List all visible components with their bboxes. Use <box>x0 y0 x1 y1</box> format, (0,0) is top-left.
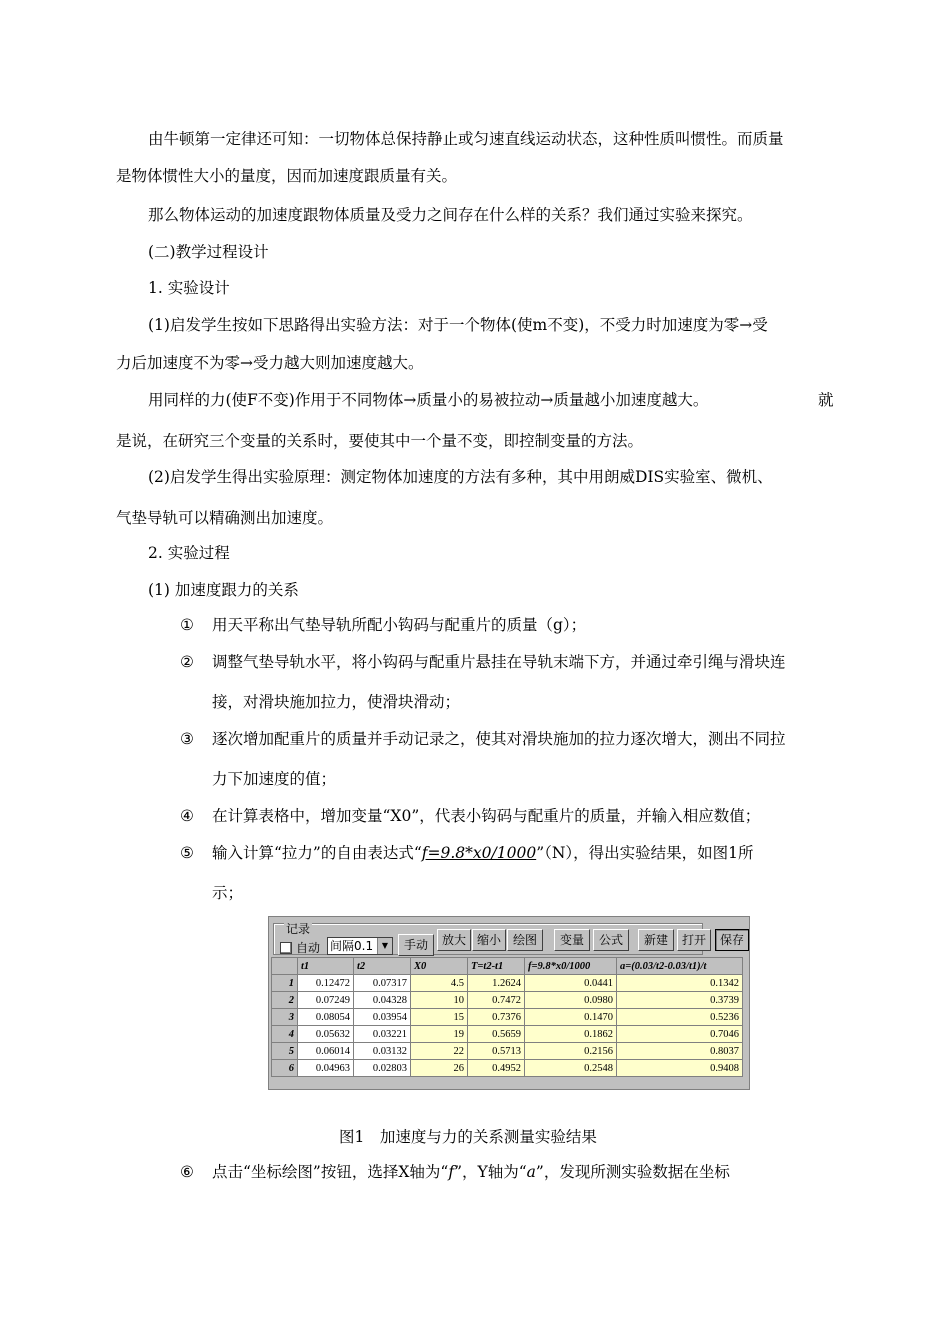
open-button[interactable]: 打开 <box>677 929 711 951</box>
zoom-in-button[interactable]: 放大 <box>437 929 471 951</box>
cell-acceleration[interactable]: 0.8037 <box>617 1043 743 1060</box>
heading-experiment-design: 1. 实验设计 <box>148 279 230 297</box>
cell-force[interactable]: 0.0980 <box>525 992 617 1009</box>
cell-t1[interactable]: 0.04963 <box>298 1060 354 1077</box>
column-header-t1: t1 <box>298 958 354 975</box>
save-button[interactable]: 保存 <box>715 929 749 951</box>
step-4-number: ④ <box>180 807 194 825</box>
cell-t2[interactable]: 0.03221 <box>354 1026 411 1043</box>
step-3-text-line2: 力下加速度的值； <box>212 770 337 788</box>
cell-x0[interactable]: 4.5 <box>411 975 468 992</box>
paragraph-principle-line2: 气垫导轨可以精确测出加速度。 <box>116 509 334 527</box>
cell-t1[interactable]: 0.06014 <box>298 1043 354 1060</box>
chevron-down-icon[interactable]: ▼ <box>377 938 392 954</box>
x-axis-variable: f <box>448 1163 455 1181</box>
table-header-row <box>272 958 743 975</box>
cell-force[interactable]: 0.1862 <box>525 1026 617 1043</box>
step-1-number: ① <box>180 616 194 634</box>
step-2-text-line1: 调整气垫导轨水平，将小钩码与配重片悬挂在导轨末端下方，并通过牵引绳与滑块连 <box>212 653 786 671</box>
cell-period[interactable]: 0.7472 <box>468 992 525 1009</box>
row-index: 6 <box>272 1060 298 1077</box>
step-1-text: 用天平称出气垫导轨所配小钩码与配重片的质量（g）； <box>212 616 587 634</box>
cell-t2[interactable]: 0.03954 <box>354 1009 411 1026</box>
row-index: 1 <box>272 975 298 992</box>
cell-x0[interactable]: 15 <box>411 1009 468 1026</box>
cell-acceleration[interactable]: 0.9408 <box>617 1060 743 1077</box>
cell-t2[interactable]: 0.04328 <box>354 992 411 1009</box>
cell-t1[interactable]: 0.07249 <box>298 992 354 1009</box>
cell-t2[interactable]: 0.07317 <box>354 975 411 992</box>
step-6-number: ⑥ <box>180 1163 194 1181</box>
auto-checkbox[interactable] <box>280 942 292 954</box>
interval-select[interactable] <box>327 937 393 955</box>
step-5-pre: 输入计算“拉力”的自由表达式“ <box>212 844 422 862</box>
cell-acceleration[interactable]: 0.1342 <box>617 975 743 992</box>
heading-experiment-process: 2. 实验过程 <box>148 544 230 562</box>
table-row <box>272 1060 743 1077</box>
step-6-pre: 点击“坐标绘图”按钮，选择X轴为“ <box>212 1163 449 1181</box>
cell-period[interactable]: 1.2624 <box>468 975 525 992</box>
paragraph-same-force-tail: 就 <box>818 391 834 409</box>
paragraph-same-force-line1: 用同样的力(使F不变)作用于不同物体→质量小的易被拉动→质量越小加速度越大。 <box>148 391 709 409</box>
cell-force[interactable]: 0.0441 <box>525 975 617 992</box>
zoom-out-button[interactable]: 缩小 <box>472 929 506 951</box>
force-expression: f=9.8*x0/1000 <box>421 844 537 862</box>
step-5-number: ⑤ <box>180 844 194 862</box>
cell-t1[interactable]: 0.08054 <box>298 1009 354 1026</box>
table-row <box>272 1043 743 1060</box>
row-index: 3 <box>272 1009 298 1026</box>
row-index: 5 <box>272 1043 298 1060</box>
step-5-text-line2: 示； <box>212 884 244 902</box>
interval-value: 间隔0.1 <box>330 939 374 953</box>
paragraph-inertia-line1: 由牛顿第一定律还可知：一切物体总保持静止或匀速直线运动状态，这种性质叫惯性。而质量 <box>148 130 784 148</box>
paragraph-method-line2: 力后加速度不为零→受力越大则加速度越大。 <box>116 354 424 372</box>
cell-period[interactable]: 0.4952 <box>468 1060 525 1077</box>
paragraph-inertia-line2: 是物体惯性大小的量度，因而加速度跟质量有关。 <box>116 167 458 185</box>
cell-force[interactable]: 0.2156 <box>525 1043 617 1060</box>
cell-period[interactable]: 0.5659 <box>468 1026 525 1043</box>
row-index: 4 <box>272 1026 298 1043</box>
cell-period[interactable]: 0.7376 <box>468 1009 525 1026</box>
paragraph-method-line1: (1)启发学生按如下思路得出实验方法：对于一个物体(使m不变)，不受力时加速度为零→受 <box>148 316 768 334</box>
step-5-post: ”（N），得出实验结果，如图1所 <box>536 844 754 862</box>
step-6-text <box>212 1162 730 1182</box>
formula-button[interactable]: 公式 <box>593 929 629 951</box>
cell-acceleration[interactable]: 0.5236 <box>617 1009 743 1026</box>
column-header-period: T=t2-t1 <box>468 958 525 975</box>
record-group-title: 记录 <box>286 922 311 936</box>
auto-checkbox-label: 自动 <box>296 941 321 955</box>
table-row <box>272 992 743 1009</box>
step-2-text-line2: 接，对滑块施加拉力，使滑块滑动； <box>212 693 461 711</box>
cell-x0[interactable]: 22 <box>411 1043 468 1060</box>
variable-button[interactable]: 变量 <box>554 929 590 951</box>
step-5-text <box>212 843 754 863</box>
step-3-text-line1: 逐次增加配重片的质量并手动记录之，使其对滑块施加的拉力逐次增大，测出不同拉 <box>212 730 786 748</box>
row-index: 2 <box>272 992 298 1009</box>
step-2-number: ② <box>180 653 194 671</box>
heading-teaching-design: (二)教学过程设计 <box>148 243 269 261</box>
cell-x0[interactable]: 10 <box>411 992 468 1009</box>
cell-period[interactable]: 0.5713 <box>468 1043 525 1060</box>
cell-force[interactable]: 0.2548 <box>525 1060 617 1077</box>
figure-caption: 图1 加速度与力的关系测量实验结果 <box>339 1128 597 1146</box>
cell-acceleration[interactable]: 0.3739 <box>617 992 743 1009</box>
data-logger-panel <box>268 916 750 1090</box>
results-table <box>271 957 743 1077</box>
table-row <box>272 975 743 992</box>
cell-acceleration[interactable]: 0.7046 <box>617 1026 743 1043</box>
column-header-x0: X0 <box>411 958 468 975</box>
cell-force[interactable]: 0.1470 <box>525 1009 617 1026</box>
column-header-acceleration: a=(0.03/t2-0.03/t1)/t <box>617 958 743 975</box>
cell-t2[interactable]: 0.03132 <box>354 1043 411 1060</box>
column-header-t2: t2 <box>354 958 411 975</box>
new-button[interactable]: 新建 <box>638 929 674 951</box>
cell-x0[interactable]: 26 <box>411 1060 468 1077</box>
y-axis-variable: a <box>526 1163 536 1181</box>
paragraph-principle-line1: (2)启发学生得出实验原理：测定物体加速度的方法有多种，其中用朗威DIS实验室、微机、 <box>148 468 773 486</box>
plot-button[interactable]: 绘图 <box>507 929 543 951</box>
cell-t1[interactable]: 0.12472 <box>298 975 354 992</box>
step-4-text: 在计算表格中，增加变量“X0”，代表小钩码与配重片的质量，并输入相应数值； <box>212 807 761 825</box>
cell-t2[interactable]: 0.02803 <box>354 1060 411 1077</box>
step-6-post: ”，发现所测实验数据在坐标 <box>535 1163 730 1181</box>
manual-button[interactable]: 手动 <box>398 934 434 956</box>
cell-t1[interactable]: 0.05632 <box>298 1026 354 1043</box>
paragraph-same-force-line2: 是说，在研究三个变量的关系时，要使其中一个量不变，即控制变量的方法。 <box>116 432 644 450</box>
column-header-index <box>272 958 298 975</box>
heading-acceleration-force: (1) 加速度跟力的关系 <box>148 581 299 599</box>
step-6-mid: ”，Y轴为“ <box>454 1163 527 1181</box>
cell-x0[interactable]: 19 <box>411 1026 468 1043</box>
table-row <box>272 1009 743 1026</box>
column-header-force: f=9.8*x0/1000 <box>525 958 617 975</box>
paragraph-question: 那么物体运动的加速度跟物体质量及受力之间存在什么样的关系？我们通过实验来探究。 <box>148 206 753 224</box>
step-3-number: ③ <box>180 730 194 748</box>
table-row <box>272 1026 743 1043</box>
